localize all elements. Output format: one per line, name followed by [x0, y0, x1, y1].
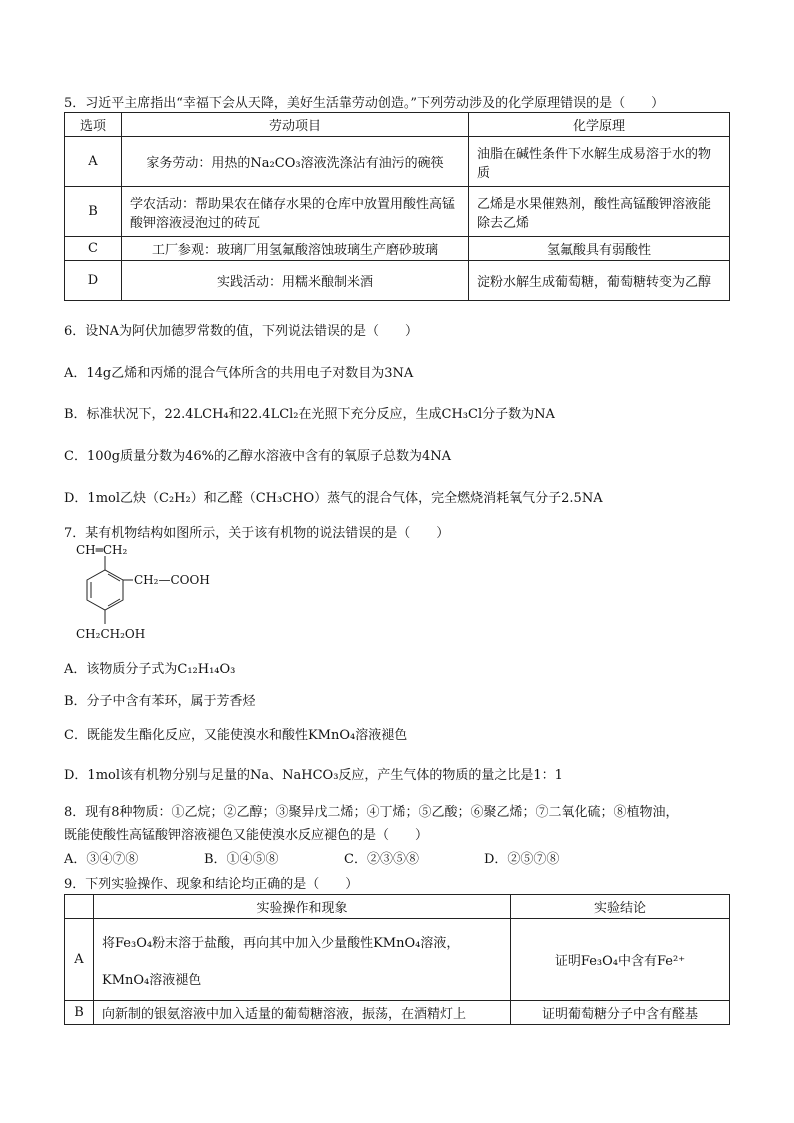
q5-header-option: 选项: [65, 113, 122, 137]
q5-row-b-option: B: [65, 187, 122, 237]
q8-option-d: D．②⑤⑦⑧: [484, 852, 560, 867]
q7-option-b: B．分子中含有苯环，属于芳香烃: [64, 694, 256, 709]
q9-row-a-option: A: [65, 919, 94, 1001]
q5-row-a-option: A: [65, 137, 122, 187]
q9-stem: 9．下列实验操作、现象和结论均正确的是（ ）: [64, 877, 359, 892]
q7-option-d: D．1mol该有机物分别与足量的Na、NaHCO₃反应，产生气体的物质的量之比是1：1: [64, 768, 563, 783]
q6-option-d: D．1mol乙炔（C₂H₂）和乙醛（CH₃CHO）蒸气的混合气体，完全燃烧消耗氧气分子2.5NA: [64, 491, 603, 506]
q5-header-principle: 化学原理: [469, 113, 730, 137]
q5-row-b-principle: 乙烯是水果催熟剂，酸性高锰酸钾溶液能除去乙烯: [469, 187, 730, 237]
q9-header-conclusion: 实验结论: [511, 895, 730, 919]
q8-stem-line2: 既能使酸性高锰酸钾溶液褪色又能使溴水反应褪色的是（ ）: [64, 828, 429, 843]
benzene-ring: [87, 570, 123, 610]
q7-option-c: C．既能发生酯化反应，又能使溴水和酸性KMnO₄溶液褪色: [64, 728, 408, 743]
q5-row-d-principle: 淀粉水解生成葡萄糖，葡萄糖转变为乙醇: [469, 261, 730, 301]
q9-row-a-operation-line2: KMnO₄溶液褪色: [102, 972, 202, 988]
q8-option-c: C．②③⑤⑧: [344, 852, 419, 867]
q5-row-c-option: C: [65, 237, 122, 261]
q9-row-a-operation-line1: 将Fe₃O₄粉末溶于盐酸，再向其中加入少量酸性KMnO₄溶液，: [102, 935, 460, 951]
q9-row-a-operation: [94, 919, 511, 1001]
q7-vinyl-group: CH═CH₂: [76, 543, 128, 557]
q6-option-c: C．100g质量分数为46%的乙醇水溶液中含有的氧原子总数为4NA: [64, 449, 452, 464]
q8-option-a: A．③④⑦⑧: [64, 852, 139, 867]
q5-row-b-project: 学农活动：帮助果农在储存水果的仓库中放置用酸性高锰酸钾溶液浸泡过的砖瓦: [122, 187, 469, 237]
q5-header-project: 劳动项目: [122, 113, 469, 137]
q5-stem: 5．习近平主席指出“幸福下会从天降，美好生活靠劳动创造。”下列劳动涉及的化学原理错误的是（ ）: [64, 96, 665, 111]
q5-table: [64, 112, 730, 301]
q5-row-a-principle: 油脂在碱性条件下水解生成易溶于水的物质: [469, 137, 730, 187]
q8-option-b: B．①④⑤⑧: [204, 852, 279, 867]
q5-row-d-option: D: [65, 261, 122, 301]
q7-acid-group: CH₂—COOH: [134, 573, 210, 587]
q7-stem: 7．某有机物结构如图所示，关于该有机物的说法错误的是（ ）: [64, 526, 450, 541]
q9-header-operation: 实验操作和现象: [94, 895, 511, 919]
q6-option-a: A．14g乙烯和丙烯的混合气体所含的共用电子对数目为3NA: [64, 366, 414, 381]
q9-header-blank: [65, 895, 94, 919]
q5-row-a-project: 家务劳动：用热的Na₂CO₃溶液洗涤沾有油污的碗筷: [122, 137, 469, 187]
q7-option-a: A．该物质分子式为C₁₂H₁₄O₃: [64, 662, 236, 677]
q9-row-a-conclusion: 证明Fe₃O₄中含有Fe²⁺: [511, 919, 730, 1001]
q5-row-d-project: 实践活动：用糯米酿制米酒: [122, 261, 469, 301]
q9-row-b-option: B: [65, 1001, 94, 1025]
q7-structure-diagram: [70, 540, 210, 645]
q6-stem: 6．设NA为阿伏加德罗常数的值，下列说法错误的是（ ）: [64, 324, 419, 339]
q8-stem-line1: 8．现有8种物质：①乙烷；②乙醇；③聚异戊二烯；④丁烯；⑤乙酸；⑥聚乙烯；⑦二氧化硫；⑧植物油，: [64, 805, 679, 820]
q9-table: [64, 894, 730, 1025]
q5-row-c-project: 工厂参观：玻璃厂用氢氟酸溶蚀玻璃生产磨砂玻璃: [122, 237, 469, 261]
q5-row-c-principle: 氢氟酸具有弱酸性: [469, 237, 730, 261]
q9-row-b-conclusion: 证明葡萄糖分子中含有醛基: [511, 1001, 730, 1025]
q6-option-b: B．标准状况下，22.4LCH₄和22.4LCl₂在光照下充分反应，生成CH₃Cl分子数为NA: [64, 407, 555, 422]
q7-alcohol-group: CH₂CH₂OH: [76, 627, 146, 641]
q9-row-b-operation: 向新制的银氨溶液中加入适量的葡萄糖溶液，振荡，在酒精灯上: [94, 1001, 511, 1025]
